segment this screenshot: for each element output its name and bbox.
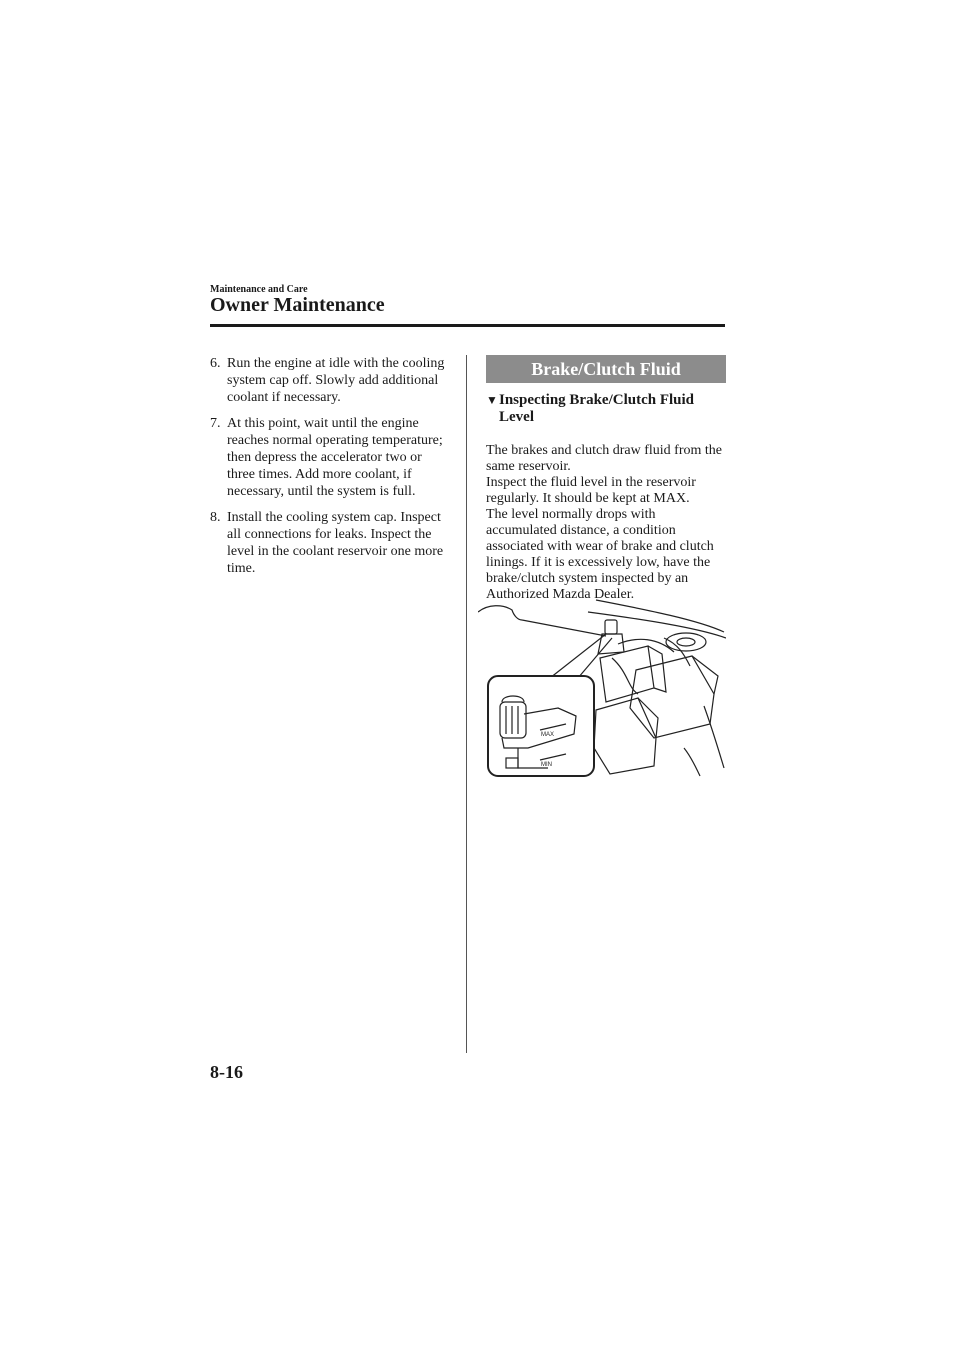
subheading-text: Inspecting Brake/Clutch Fluid Level — [499, 392, 695, 425]
section-label: Maintenance and Care — [210, 284, 308, 295]
page-number: 8-16 — [210, 1062, 243, 1082]
step-number: 8. — [210, 510, 221, 525]
min-label: MIN — [541, 762, 552, 768]
triangle-marker-icon: ▼ — [486, 393, 498, 407]
left-column — [210, 355, 450, 586]
body-text — [486, 443, 726, 603]
right-column — [486, 355, 726, 603]
brake-fluid-reservoir-illustration — [478, 598, 726, 778]
subheading — [486, 392, 726, 426]
step-number: 6. — [210, 356, 221, 371]
step-text: Install the cooling system cap. Inspect all connections for leaks. Inspect the level in the coolant reservoir one more time. — [227, 510, 444, 576]
step-item — [210, 355, 450, 406]
step-item — [210, 509, 450, 577]
step-text: At this point, wait until the engine reaches normal operating temperature; then depress the accelerator two or three times. Add more coolant, if necessary, until the system is full. — [227, 416, 443, 499]
paragraph: The brakes and clutch draw fluid from the same reservoir. — [486, 443, 722, 474]
header-rule — [210, 324, 725, 327]
section-banner: Brake/Clutch Fluid — [486, 355, 726, 383]
step-number: 7. — [210, 416, 221, 431]
page-title: Owner Maintenance — [210, 294, 385, 316]
paragraph: The level normally drops with accumulated distance, a condition associated with wear of brake and clutch linings. If it is excessively low, have the brake/clutch system inspected by an Authorized Mazda Dealer. — [486, 507, 714, 602]
step-item — [210, 415, 450, 500]
step-text: Run the engine at idle with the cooling system cap off. Slowly add additional coolant if necessary. — [227, 356, 445, 405]
max-label: MAX — [541, 732, 555, 738]
paragraph: Inspect the fluid level in the reservoir regularly. It should be kept at MAX. — [486, 475, 696, 506]
column-divider — [466, 355, 467, 1053]
